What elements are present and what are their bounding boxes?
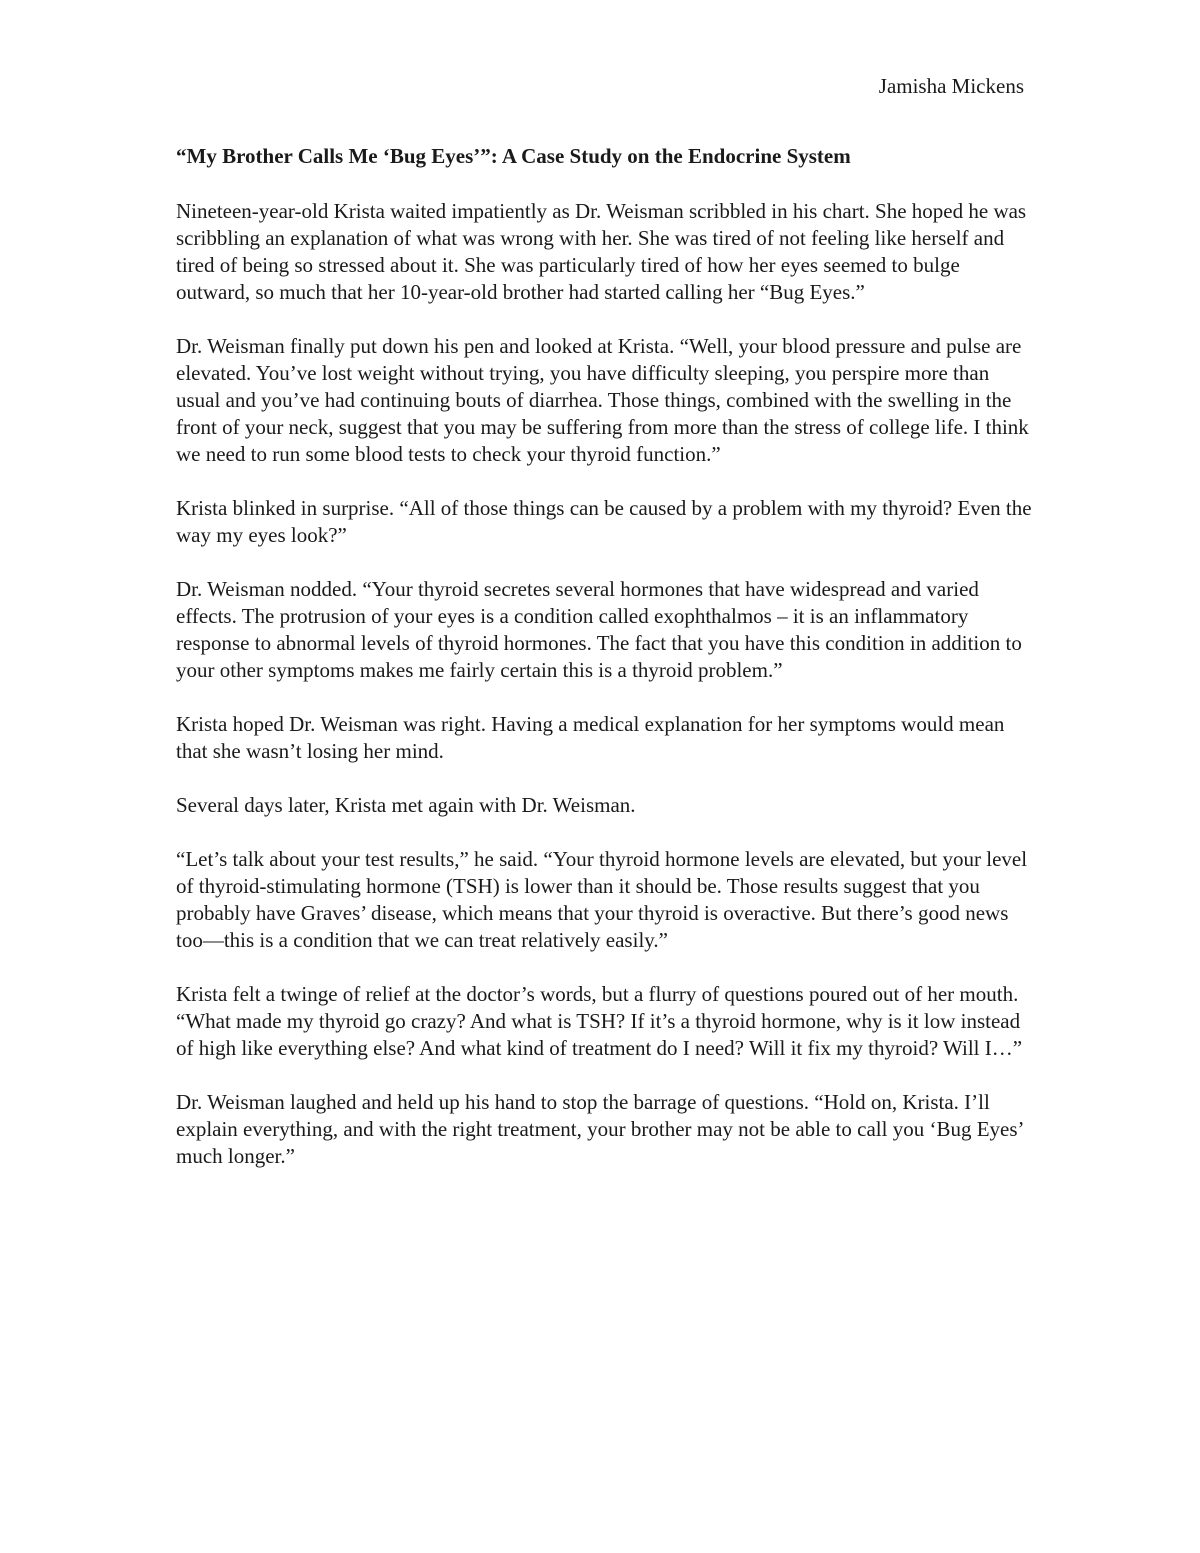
paragraph-8: Krista felt a twinge of relief at the doctor’s words, but a flurry of questions poured out of her mouth. “What made my thyroid go crazy? And what is TSH? If it’s a thyroid hormone, why is it low instead of high like everything else? And what kind of treatment do I need? Will it fix my thyroid? Will I…” [176,982,1023,1060]
document-body [176,143,1036,1197]
paragraph-5: Krista hoped Dr. Weisman was right. Having a medical explanation for her symptoms would mean that she wasn’t losing her mind. [176,712,1005,763]
document-title: “My Brother Calls Me ‘Bug Eyes’”: A Case Study on the Endocrine System [176,144,851,168]
paragraph-2: Dr. Weisman finally put down his pen and looked at Krista. “Well, your blood pressure and pulse are elevated. You’ve lost weight without trying, you have difficulty sleeping, you perspire more than usual and you’ve had continuing bouts of diarrhea. Those things, combined with the swelling in the front of your neck, suggest that you may be suffering from more than the stress of college life. I think we need to run some blood tests to check your thyroid function.” [176,334,1029,466]
paragraph-3: Krista blinked in surprise. “All of those things can be caused by a problem with my thyroid? Even the way my eyes look?” [176,496,1032,547]
author-name: Jamisha Mickens [878,74,1024,98]
paragraph-9: Dr. Weisman laughed and held up his hand to stop the barrage of questions. “Hold on, Krista. I’ll explain everything, and with the right treatment, your brother may not be able to call you ‘Bug Eyes’ much longer.” [176,1090,1023,1168]
paragraph-6: Several days later, Krista met again with Dr. Weisman. [176,793,636,817]
paragraph-7: “Let’s talk about your test results,” he said. “Your thyroid hormone levels are elevated, but your level of thyroid-stimulating hormone (TSH) is lower than it should be. Those results suggest that you probably have Graves’ disease, which means that your thyroid is overactive. But there’s good news too—this is a condition that we can treat relatively easily.” [176,847,1028,952]
paragraph-4: Dr. Weisman nodded. “Your thyroid secretes several hormones that have widespread and varied effects. The protrusion of your eyes is a condition called exophthalmos – it is an inflammatory response to abnormal levels of thyroid hormones. The fact that you have this condition in addition to your other symptoms makes me fairly certain this is a thyroid problem.” [176,577,1022,682]
paragraph-1: Nineteen-year-old Krista waited impatiently as Dr. Weisman scribbled in his chart. She hoped he was scribbling an explanation of what was wrong with her. She was tired of not feeling like herself and tired of being so stressed about it. She was particularly tired of how her eyes seemed to bulge outward, so much that her 10-year-old brother had started calling her “Bug Eyes.” [176,199,1027,304]
